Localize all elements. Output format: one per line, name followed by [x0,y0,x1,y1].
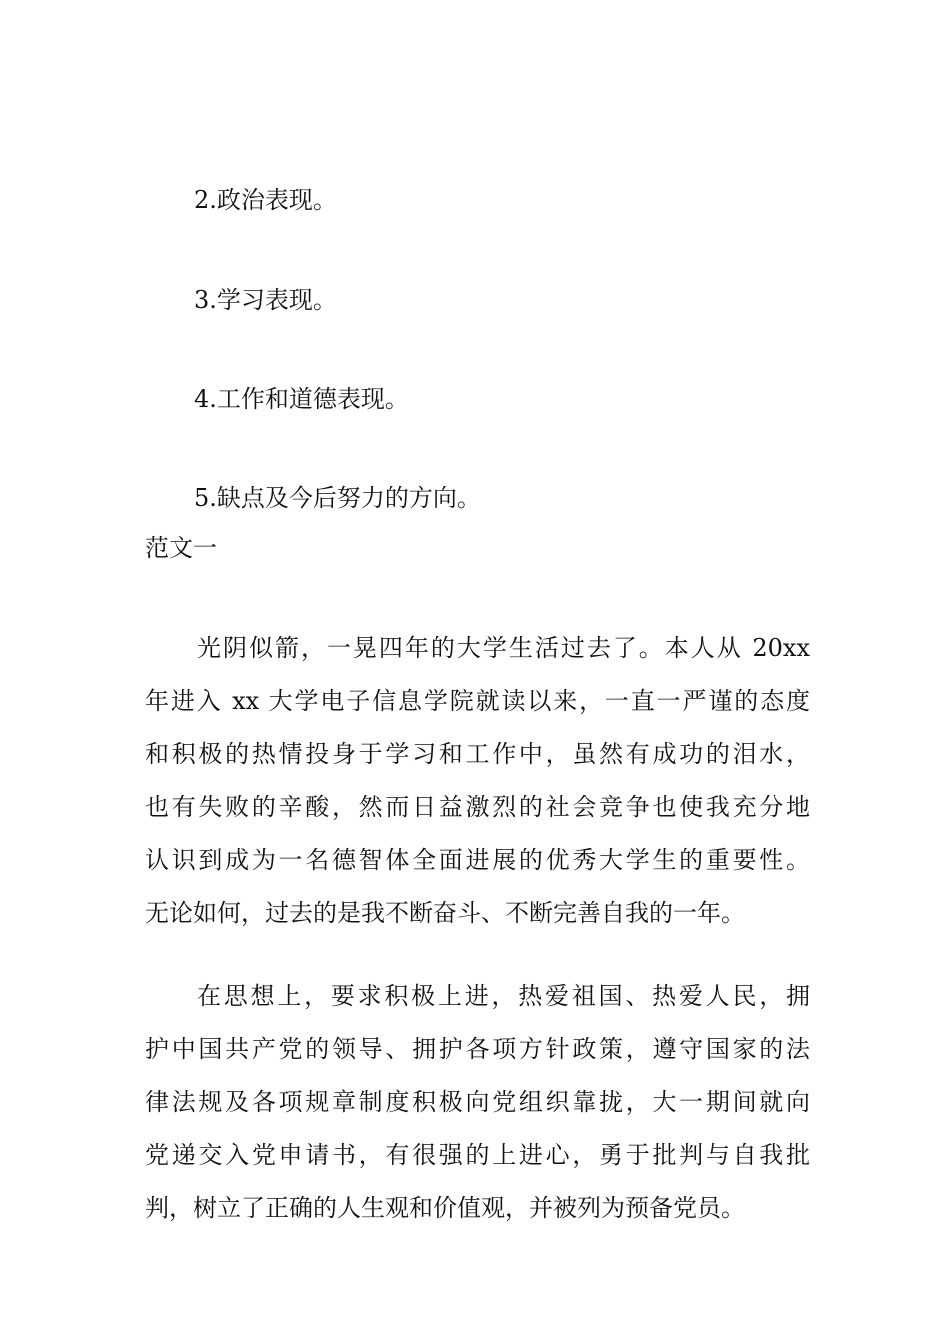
outline-item-2: 2.政治表现。 [194,186,337,214]
paragraph-line: 无论如何，过去的是我不断奋斗、不断完善自我的一年。 [145,899,745,927]
paragraph-2 [145,970,810,1235]
outline-item-4: 4.工作和道德表现。 [194,385,409,413]
paragraph-line: 在思想上，要求积极上进，热爱祖国、热爱人民，拥 [197,982,810,1010]
section-title: 范文一 [145,534,217,562]
paragraph-line: 也有失败的辛酸，然而日益激烈的社会竞争也使我充分地 [145,793,810,821]
paragraph-line: 判，树立了正确的人生观和价值观，并被列为预备党员。 [145,1194,745,1222]
paragraph-line: 和积极的热情投身于学习和工作中，虽然有成功的泪水， [145,740,810,768]
paragraph-line: 年进入 xx 大学电子信息学院就读以来，一直一严谨的态度 [145,687,810,715]
paragraph-1 [145,622,810,940]
outline-item-3: 3.学习表现。 [194,286,337,314]
paragraph-line: 党递交入党申请书，有很强的上进心，勇于批判与自我批 [145,1141,810,1169]
outline-item-5: 5.缺点及今后努力的方向。 [194,484,481,512]
paragraph-line: 护中国共产党的领导、拥护各项方针政策，遵守国家的法 [145,1035,810,1063]
paragraph-line: 律法规及各项规章制度积极向党组织靠拢，大一期间就向 [145,1088,810,1116]
paragraph-line: 光阴似箭，一晃四年的大学生活过去了。本人从 20xx [197,634,810,662]
paragraph-line: 认识到成为一名德智体全面进展的优秀大学生的重要性。 [145,846,810,874]
